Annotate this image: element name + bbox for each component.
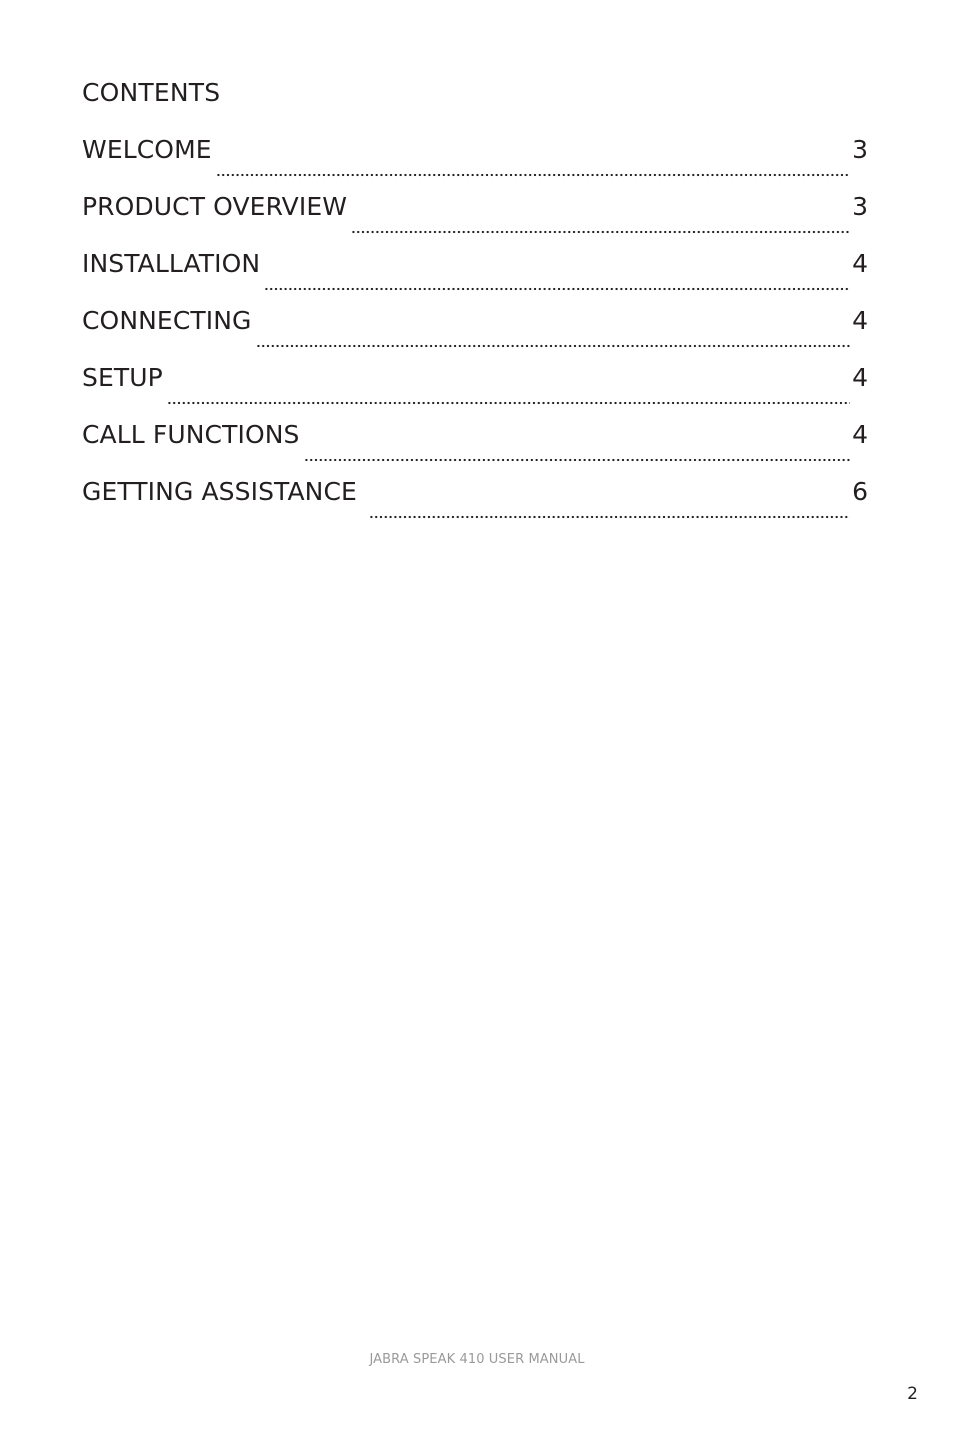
- toc-entry-page: 4: [852, 420, 868, 449]
- toc-entry-title: CALL FUNCTIONS: [82, 420, 300, 449]
- dot-leader: [264, 283, 850, 294]
- table-of-contents: [82, 133, 868, 532]
- dot-leader: [304, 454, 851, 465]
- dot-leader: [351, 226, 850, 237]
- toc-entry-page: 4: [852, 249, 868, 278]
- toc-entry-title: SETUP: [82, 363, 163, 392]
- footer-manual-title: JABRA SPEAK 410 USER MANUAL: [369, 1352, 585, 1367]
- toc-entry-getting-assistance[interactable]: [82, 475, 868, 532]
- toc-entry-welcome[interactable]: [82, 133, 868, 190]
- toc-entry-title: PRODUCT OVERVIEW: [82, 192, 348, 221]
- toc-entry-page: 4: [852, 306, 868, 335]
- toc-entry-title: CONNECTING: [82, 306, 252, 335]
- toc-entry-page: 4: [852, 363, 868, 392]
- toc-entry-connecting[interactable]: [82, 304, 868, 361]
- toc-entry-call-functions[interactable]: [82, 418, 868, 475]
- dot-leader: [216, 169, 850, 180]
- toc-entry-page: 3: [852, 135, 868, 164]
- page-number: 2: [907, 1384, 918, 1404]
- toc-entry-setup[interactable]: [82, 361, 868, 418]
- toc-entry-product-overview[interactable]: [82, 190, 868, 247]
- dot-leader: [167, 397, 850, 408]
- dot-leader: [369, 511, 850, 522]
- toc-entry-title: INSTALLATION: [82, 249, 261, 278]
- toc-entry-page: 3: [852, 192, 868, 221]
- toc-heading: CONTENTS: [82, 78, 221, 107]
- dot-leader: [256, 340, 851, 351]
- toc-entry-installation[interactable]: [82, 247, 868, 304]
- toc-entry-title: GETTING ASSISTANCE: [82, 477, 357, 506]
- toc-entry-title: WELCOME: [82, 135, 212, 164]
- toc-entry-page: 6: [852, 477, 868, 506]
